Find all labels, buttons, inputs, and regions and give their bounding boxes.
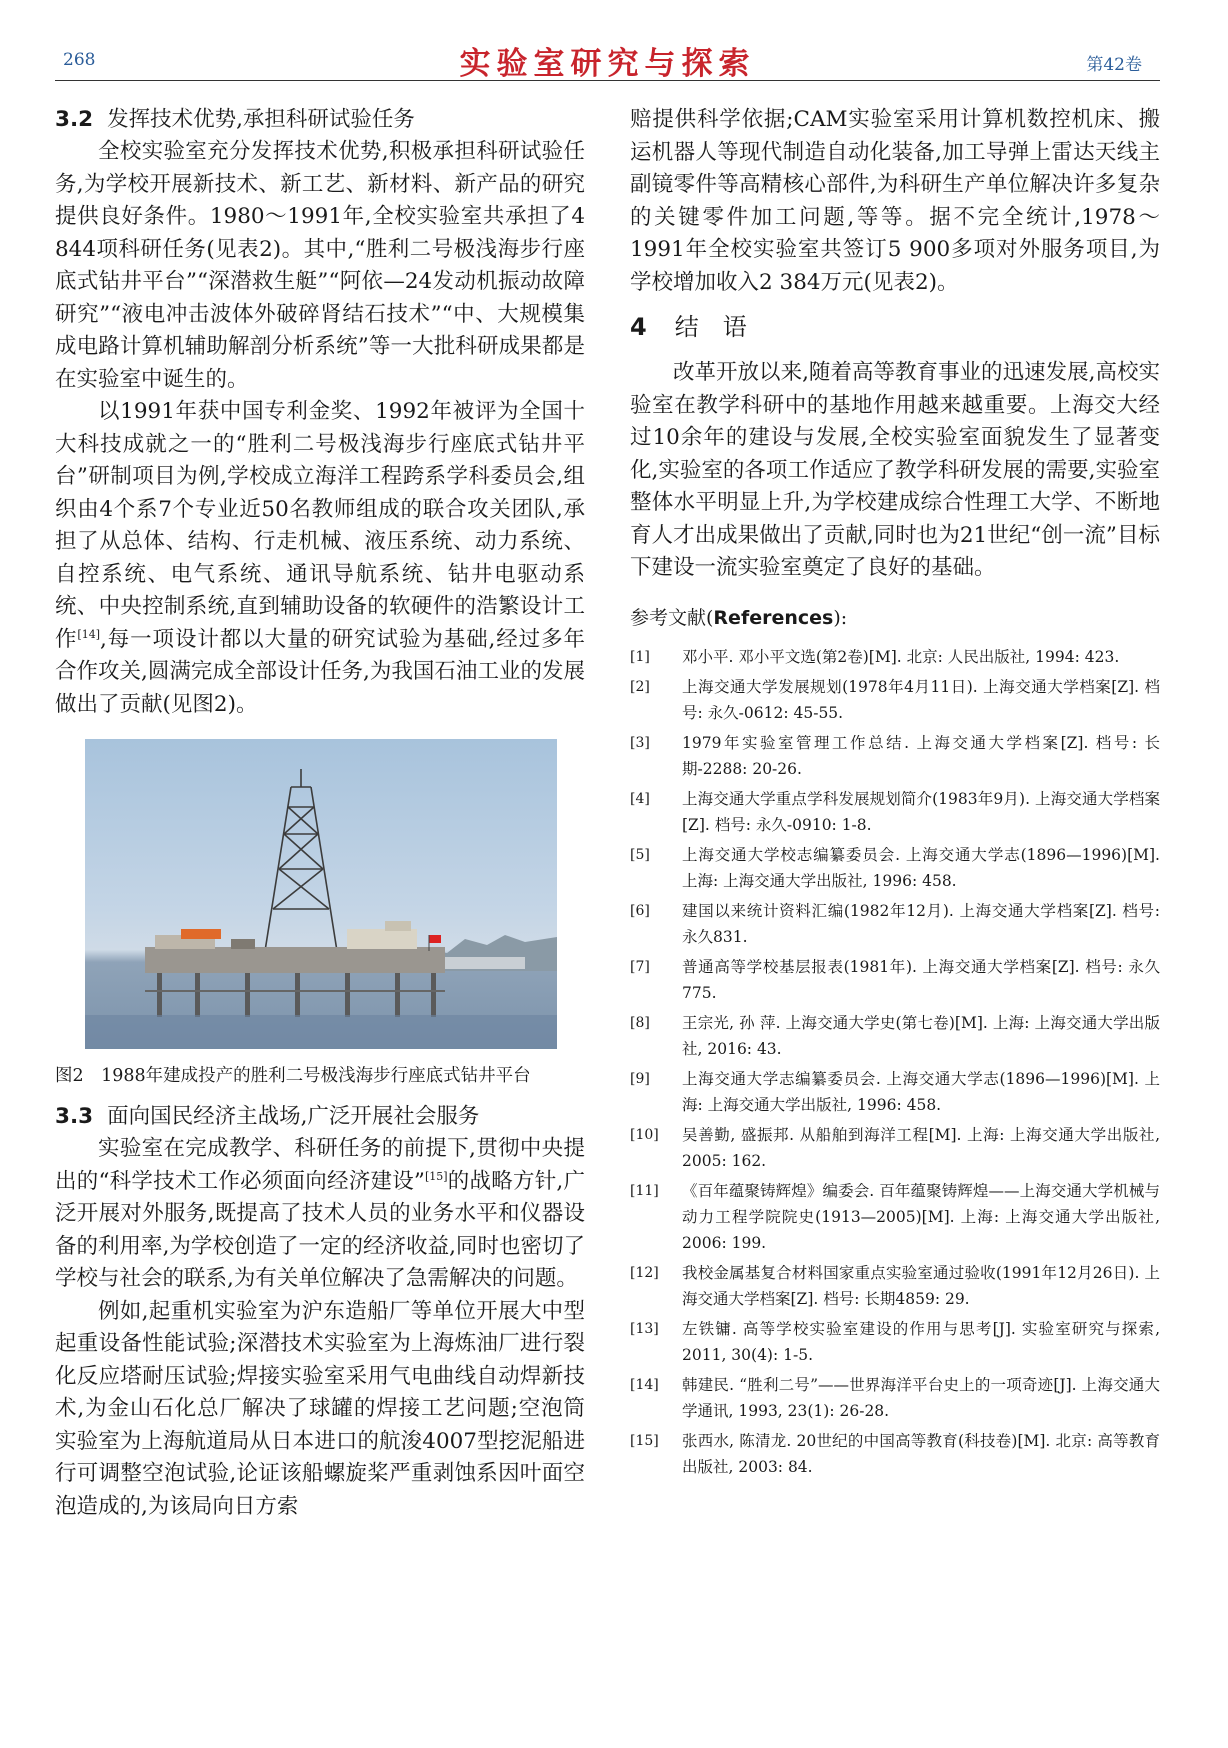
paragraph: 实验室在完成教学、科研任务的前提下,贯彻中央提出的“科学技术工作必须面向经济建设”[15]的战略方针,广泛开展对外服务,既提高了技术人员的业务水平和仪器设备的利用率,为学校创造了一定的经济收益,同时也密切了学校与社会的联系,为有关单位解决了急需解决的问题。 [55, 1136, 585, 1291]
paragraph: 赔提供科学依据;CAM实验室采用计算机数控机床、搬运机器人等现代制造自动化装备,加工导弹上雷达天线主副镜零件等高精核心部件,为科研生产单位解决许多复杂的关键零件加工问题,等等。据不完全统计,1978～1991年全校实验室共签订5 900多项对外服务项目,为学校增加收入2 384万元(见表2)。 [630, 107, 1160, 295]
citation: [14] [77, 627, 100, 641]
section-title: 面向国民经济主战场,广泛开展社会服务 [107, 1104, 480, 1129]
reference-item: [3] 1979年实验室管理工作总结. 上海交通大学档案[Z]. 档号: 长期-2288: 20-26. [630, 733, 1160, 778]
reference-item: [5] 上海交通大学校志编纂委员会. 上海交通大学志(1896—1996)[M]. 上海: 上海交通大学出版社, 1996: 458. [630, 845, 1160, 890]
reference-item: [11] 《百年蕴聚铸辉煌》编委会. 百年蕴聚铸辉煌——上海交通大学机械与动力工程学院院史(1913—2005)[M]. 上海: 上海交通大学出版社, 2006: 199. [630, 1181, 1160, 1252]
citation: [15] [424, 1169, 448, 1183]
reference-item: [12] 我校金属基复合材料国家重点实验室通过验收(1991年12月26日). 上海交通大学档案[Z]. 档号: 长期4859: 29. [630, 1263, 1160, 1308]
references-heading: 参考文献(References): [630, 606, 848, 629]
reference-item: [14] 韩建民. “胜利二号”——世界海洋平台史上的一项奇迹[J]. 上海交通大学通讯, 1993, 23(1): 26-28. [630, 1375, 1160, 1420]
left-column [55, 104, 585, 1523]
section-3-3-heading [55, 1101, 585, 1133]
volume-label: 第42卷 [1086, 55, 1142, 75]
paragraph: 例如,起重机实验室为沪东造船厂等单位开展大中型起重设备性能试验;深潜技术实验室为上海炼油厂进行裂化反应塔耐压试验;焊接实验室采用气电曲线自动焊新技术,为金山石化总厂解决了球罐的焊接工艺问题;空泡筒实验室为上海航道局从日本进口的航浚4007型挖泥船进行可调整空泡试验,论证该船螺旋桨严重剥蚀系因叶面空泡造成的,为该局向日方索 [55, 1298, 585, 1519]
reference-item: [13] 左铁镛. 高等学校实验室建设的作用与思考[J]. 实验室研究与探索, 2011, 30(4): 1-5. [630, 1319, 1160, 1364]
section-4-heading [630, 307, 1160, 347]
section-number: 3.2 [55, 107, 94, 132]
reference-item: [4] 上海交通大学重点学科发展规划简介(1983年9月). 上海交通大学档案[Z]. 档号: 永久-0910: 1-8. [630, 789, 1160, 834]
section-3-2-heading [55, 104, 585, 136]
reference-item: [15] 张西水, 陈清龙. 20世纪的中国高等教育(科技卷)[M]. 北京: 高等教育出版社, 2003: 84. [630, 1431, 1160, 1476]
reference-item: [10] 吴善勤, 盛振邦. 从船舶到海洋工程[M]. 上海: 上海交通大学出版社, 2005: 162. [630, 1125, 1160, 1170]
section-title: 发挥技术优势,承担科研试验任务 [107, 107, 415, 132]
page-header [55, 38, 1160, 81]
right-column [630, 104, 1160, 1484]
page-number: 268 [63, 50, 96, 70]
paragraph: 以1991年获中国专利金奖、1992年被评为全国十大科技成就之一的“胜利二号极浅海步行座底式钻井平台”研制项目为例,学校成立海洋工程跨系学科委员会,组织由4个系7个专业近50名教师组成的联合攻关团队,承担了从总体、结构、行走机械、液压系统、动力系统、自控系统、电气系统、通讯导航系统、钻井电驱动系统、中央控制系统,直到辅助设备的软硬件的浩繁设计工作[14],每一项设计都以大量的研究试验为基础,经过多年合作攻关,圆满完成全部设计任务,为我国石油工业的发展做出了贡献(见图2)。 [55, 399, 585, 717]
reference-item: [8] 王宗光, 孙 萍. 上海交通大学史(第七卷)[M]. 上海: 上海交通大学出版社, 2016: 43. [630, 1013, 1160, 1058]
reference-item: [1] 邓小平. 邓小平文选(第2卷)[M]. 北京: 人民出版社, 1994: 423. [630, 647, 1120, 666]
drilling-platform-photo [85, 739, 557, 1049]
reference-list [630, 644, 1160, 1480]
figure-caption: 图2 1988年建成投产的胜利二号极浅海步行座底式钻井平台 [55, 1066, 531, 1086]
section-title: 结语 [674, 313, 771, 341]
section-number: 4 [630, 313, 647, 341]
reference-item: [9] 上海交通大学志编纂委员会. 上海交通大学志(1896—1996)[M]. 上海: 上海交通大学出版社, 1996: 458. [630, 1069, 1160, 1114]
paragraph: 全校实验室充分发挥技术优势,积极承担科研试验任务,为学校开展新技术、新工艺、新材料、新产品的研究提供良好条件。1980～1991年,全校实验室共承担了4 844项科研任务(见表2)。其中,“胜利二号极浅海步行座底式钻井平台”“深潜救生艇”“阿依—24发动机振动故障研究”“液电冲击波体外破碎肾结石技术”“中、大规模集成电路计算机辅助解剖分析系统”等一大批科研成果都是在实验室中诞生的。 [55, 139, 585, 392]
reference-item: [2] 上海交通大学发展规划(1978年4月11日). 上海交通大学档案[Z]. 档号: 永久-0612: 45-55. [630, 677, 1160, 722]
reference-item: [7] 普通高等学校基层报表(1981年). 上海交通大学档案[Z]. 档号: 永久775. [630, 957, 1160, 1002]
paragraph: 改革开放以来,随着高等教育事业的迅速发展,高校实验室在教学科研中的基地作用越来越重要。上海交大经过10余年的建设与发展,全校实验室面貌发生了显著变化,实验室的各项工作适应了教学科研发展的需要,实验室整体水平明显上升,为学校建成综合性理工大学、不断地育人才出成果做出了贡献,同时也为21世纪“创一流”目标下建设一流实验室奠定了良好的基础。 [630, 360, 1160, 580]
reference-item: [6] 建国以来统计资料汇编(1982年12月). 上海交通大学档案[Z]. 档号: 永久831. [630, 901, 1160, 946]
platform-illustration [85, 739, 557, 1049]
section-number: 3.3 [55, 1104, 94, 1129]
journal-title: 实验室研究与探索 [459, 46, 756, 82]
